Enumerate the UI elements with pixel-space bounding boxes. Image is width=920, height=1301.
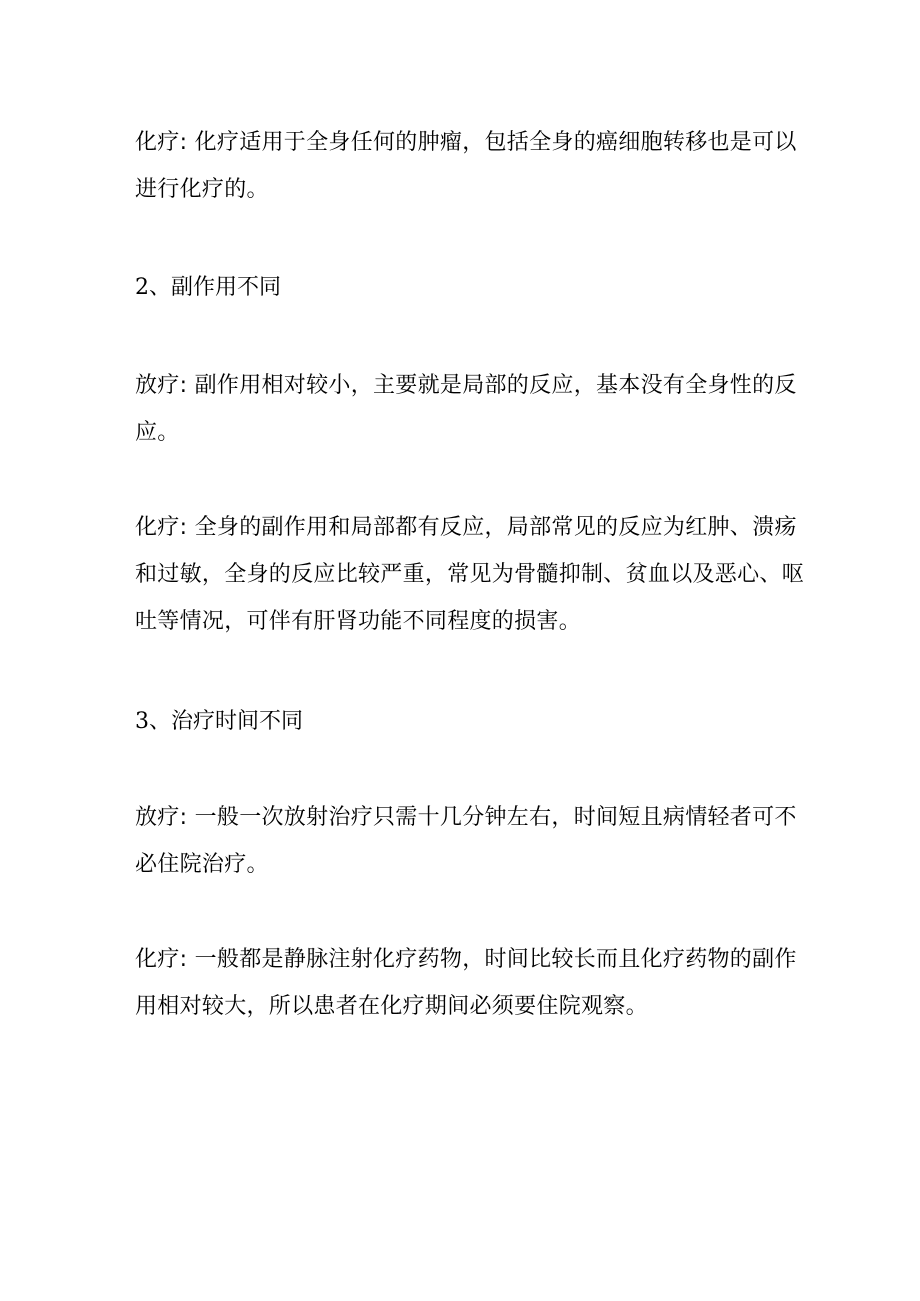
heading-text: 、副作用不同 — [149, 275, 282, 300]
heading-number: 2 — [135, 275, 149, 300]
paragraph-chemo-side-effects: 化疗: 全身的副作用和局部都有反应，局部常见的反应为红肿、溃疡和过敏，全身的反应比较严重，常见为骨髓抑制、贫血以及恶心、呕吐等情况，可伴有肝肾功能不同程度的损害。 — [135, 515, 805, 634]
heading-number: 3 — [135, 709, 149, 734]
paragraph-radio-side-effects: 放疗: 副作用相对较小，主要就是局部的反应，基本没有全身性的反应。 — [135, 373, 797, 445]
paragraph-radio-time: 放疗: 一般一次放射治疗只需十几分钟左右，时间短且病情轻者可不必住院治疗。 — [135, 805, 797, 877]
paragraph-chemo-time: 化疗: 一般都是静脉注射化疗药物，时间比较长而且化疗药物的副作用相对较大，所以患者在化疗期间必须要住院观察。 — [135, 947, 797, 1019]
paragraph-chemo-scope: 化疗: 化疗适用于全身任何的肿瘤，包括全身的癌细胞转移也是可以进行化疗的。 — [135, 130, 797, 202]
heading-treatment-time — [135, 698, 303, 745]
heading-side-effects — [135, 264, 281, 311]
heading-text: 、治疗时间不同 — [149, 709, 304, 734]
